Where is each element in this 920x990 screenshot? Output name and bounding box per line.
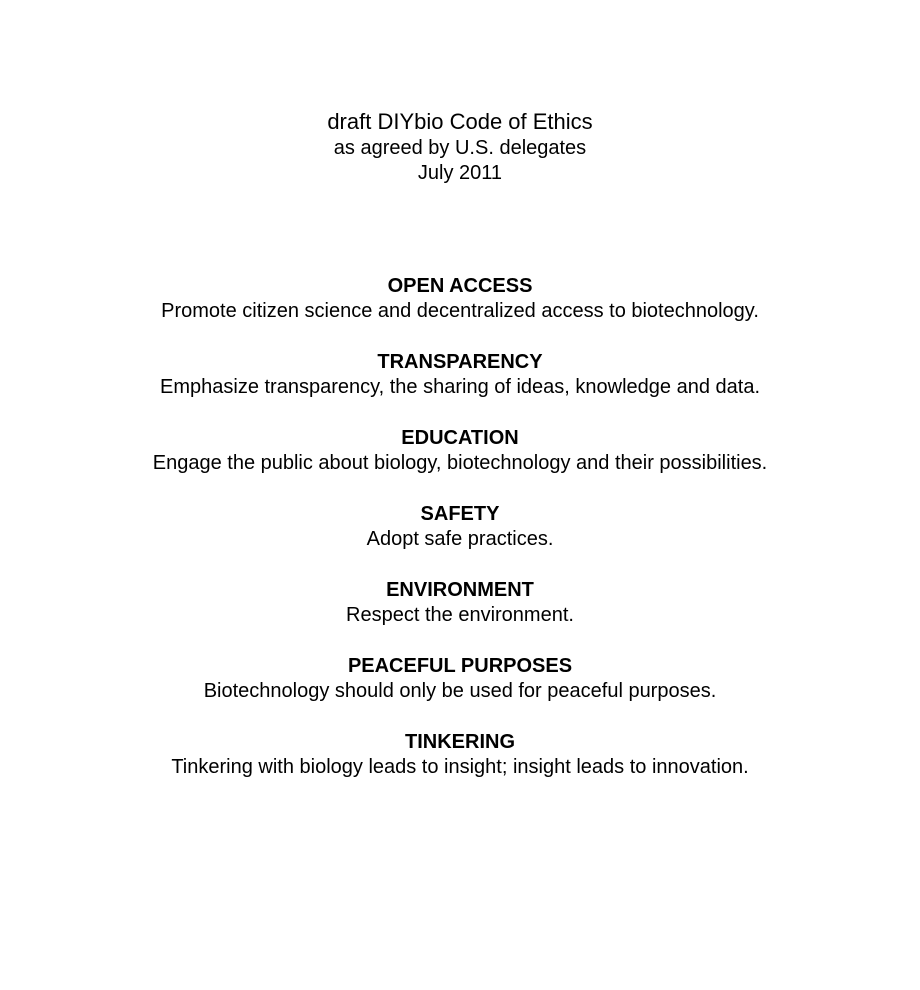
principle-safety xyxy=(0,502,920,578)
principle-heading: TRANSPARENCY xyxy=(377,351,543,373)
principle-heading: PEACEFUL PURPOSES xyxy=(347,655,573,677)
principle-transparency xyxy=(0,350,920,426)
principle-text: Biotechnology should only be used for peaceful purposes. xyxy=(203,680,717,702)
principle-heading: OPEN ACCESS xyxy=(387,275,533,297)
principle-education xyxy=(0,426,920,502)
principle-peaceful-purposes xyxy=(0,654,920,730)
principle-open-access xyxy=(0,274,920,350)
document-date: July 2011 xyxy=(417,162,503,184)
principle-heading: SAFETY xyxy=(420,503,500,525)
principle-environment xyxy=(0,578,920,654)
principles-list xyxy=(0,274,920,806)
principle-text: Tinkering with biology leads to insight; insight leads to innovation. xyxy=(171,756,749,778)
principle-tinkering xyxy=(0,730,920,806)
principle-text: Emphasize transparency, the sharing of ideas, knowledge and data. xyxy=(160,376,760,398)
principle-heading: ENVIRONMENT xyxy=(386,579,534,601)
principle-text: Engage the public about biology, biotechnology and their possibilities. xyxy=(152,452,768,474)
principle-text: Adopt safe practices. xyxy=(366,528,554,550)
principle-text: Promote citizen science and decentralized access to biotechnology. xyxy=(161,300,759,322)
document-header xyxy=(0,108,920,186)
document-title: draft DIYbio Code of Ethics xyxy=(327,109,593,134)
document-subtitle: as agreed by U.S. delegates xyxy=(333,137,587,159)
principle-heading: EDUCATION xyxy=(401,427,519,449)
principle-heading: TINKERING xyxy=(405,731,515,753)
principle-text: Respect the environment. xyxy=(346,604,574,626)
